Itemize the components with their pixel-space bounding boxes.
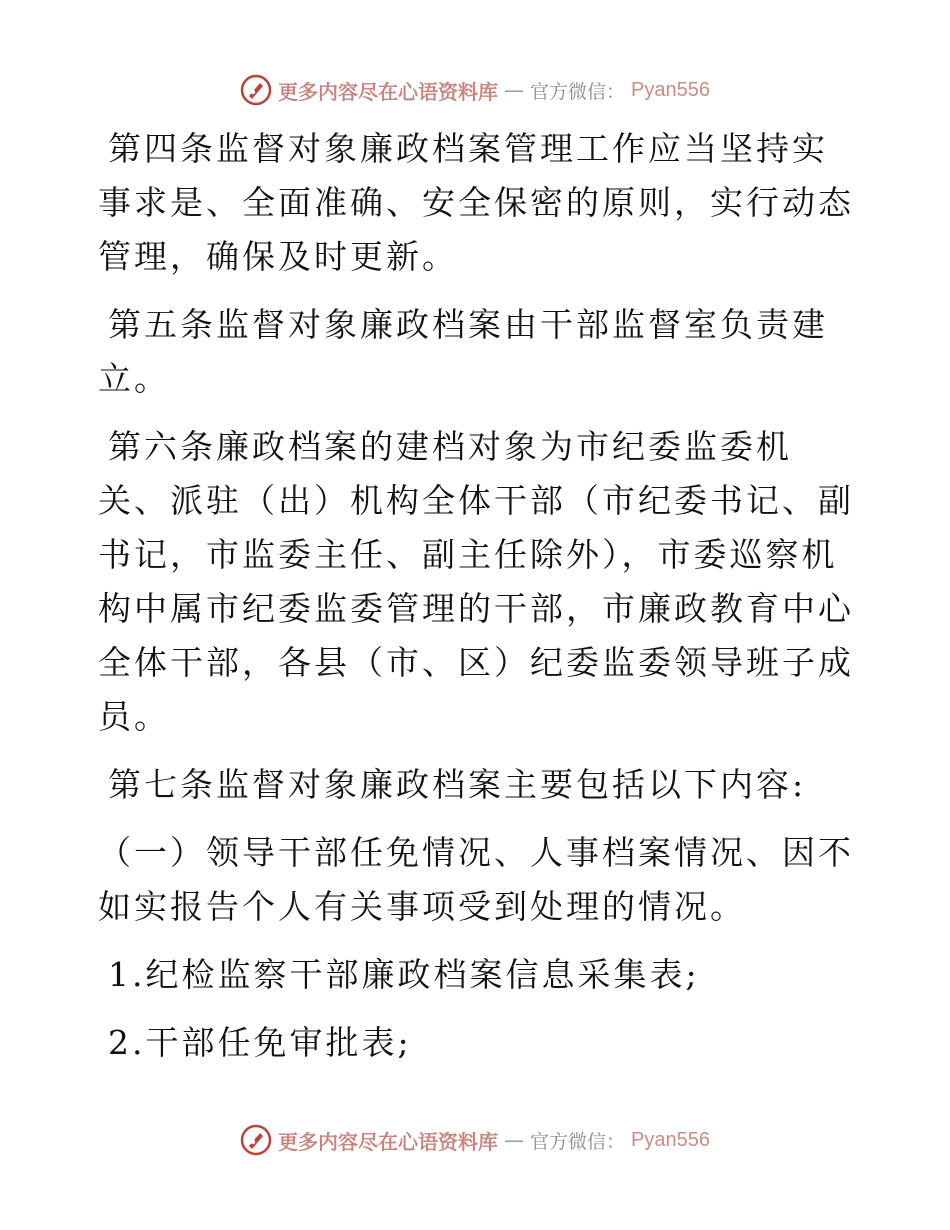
paragraph-article-4: 第四条监督对象廉政档案管理工作应当坚持实事求是、全面准确、安全保密的原则，实行动态管理，确保及时更新。 (98, 129, 854, 276)
brand-logo-icon (240, 1124, 272, 1156)
watermark-wechat-id: Pyan556 (631, 78, 710, 101)
watermark-wechat-label: 官方微信： (530, 1130, 626, 1153)
brand-logo-icon (240, 74, 272, 106)
paragraph-item-1: （一）领导干部任免情况、人事档案情况、因不如实报告个人有关事项受到处理的情况。 (98, 833, 854, 926)
watermark-separator: — (504, 78, 524, 102)
watermark-separator: — (504, 1128, 524, 1152)
watermark-wechat-label: 官方微信： (530, 80, 626, 103)
watermark-wechat-id: Pyan556 (631, 1128, 710, 1151)
paragraph-article-7: 第七条监督对象廉政档案主要包括以下内容: (108, 765, 807, 804)
paragraph-article-5: 第五条监督对象廉政档案由干部监督室负责建立。 (98, 305, 828, 398)
list-item-form-2: 2.干部任免审批表; (108, 1023, 412, 1062)
header-watermark (0, 70, 950, 110)
watermark-text: 更多内容尽在心语资料库 (278, 79, 498, 104)
paragraph-article-6: 第六条廉政档案的建档对象为市纪委监委机关、派驻（出）机构全体干部（市纪委书记、副书记，市监委主任、副主任除外），市委巡察机构中属市纪委监委管理的干部，市廉政教育中心全体干部，各县（市、区）纪委监委领导班子成员。 (98, 427, 854, 736)
watermark-text: 更多内容尽在心语资料库 (278, 1129, 498, 1154)
list-item-form-1: 1.纪检监察干部廉政档案信息采集表; (108, 955, 700, 994)
footer-watermark (0, 1120, 950, 1160)
document-body (98, 122, 858, 1070)
